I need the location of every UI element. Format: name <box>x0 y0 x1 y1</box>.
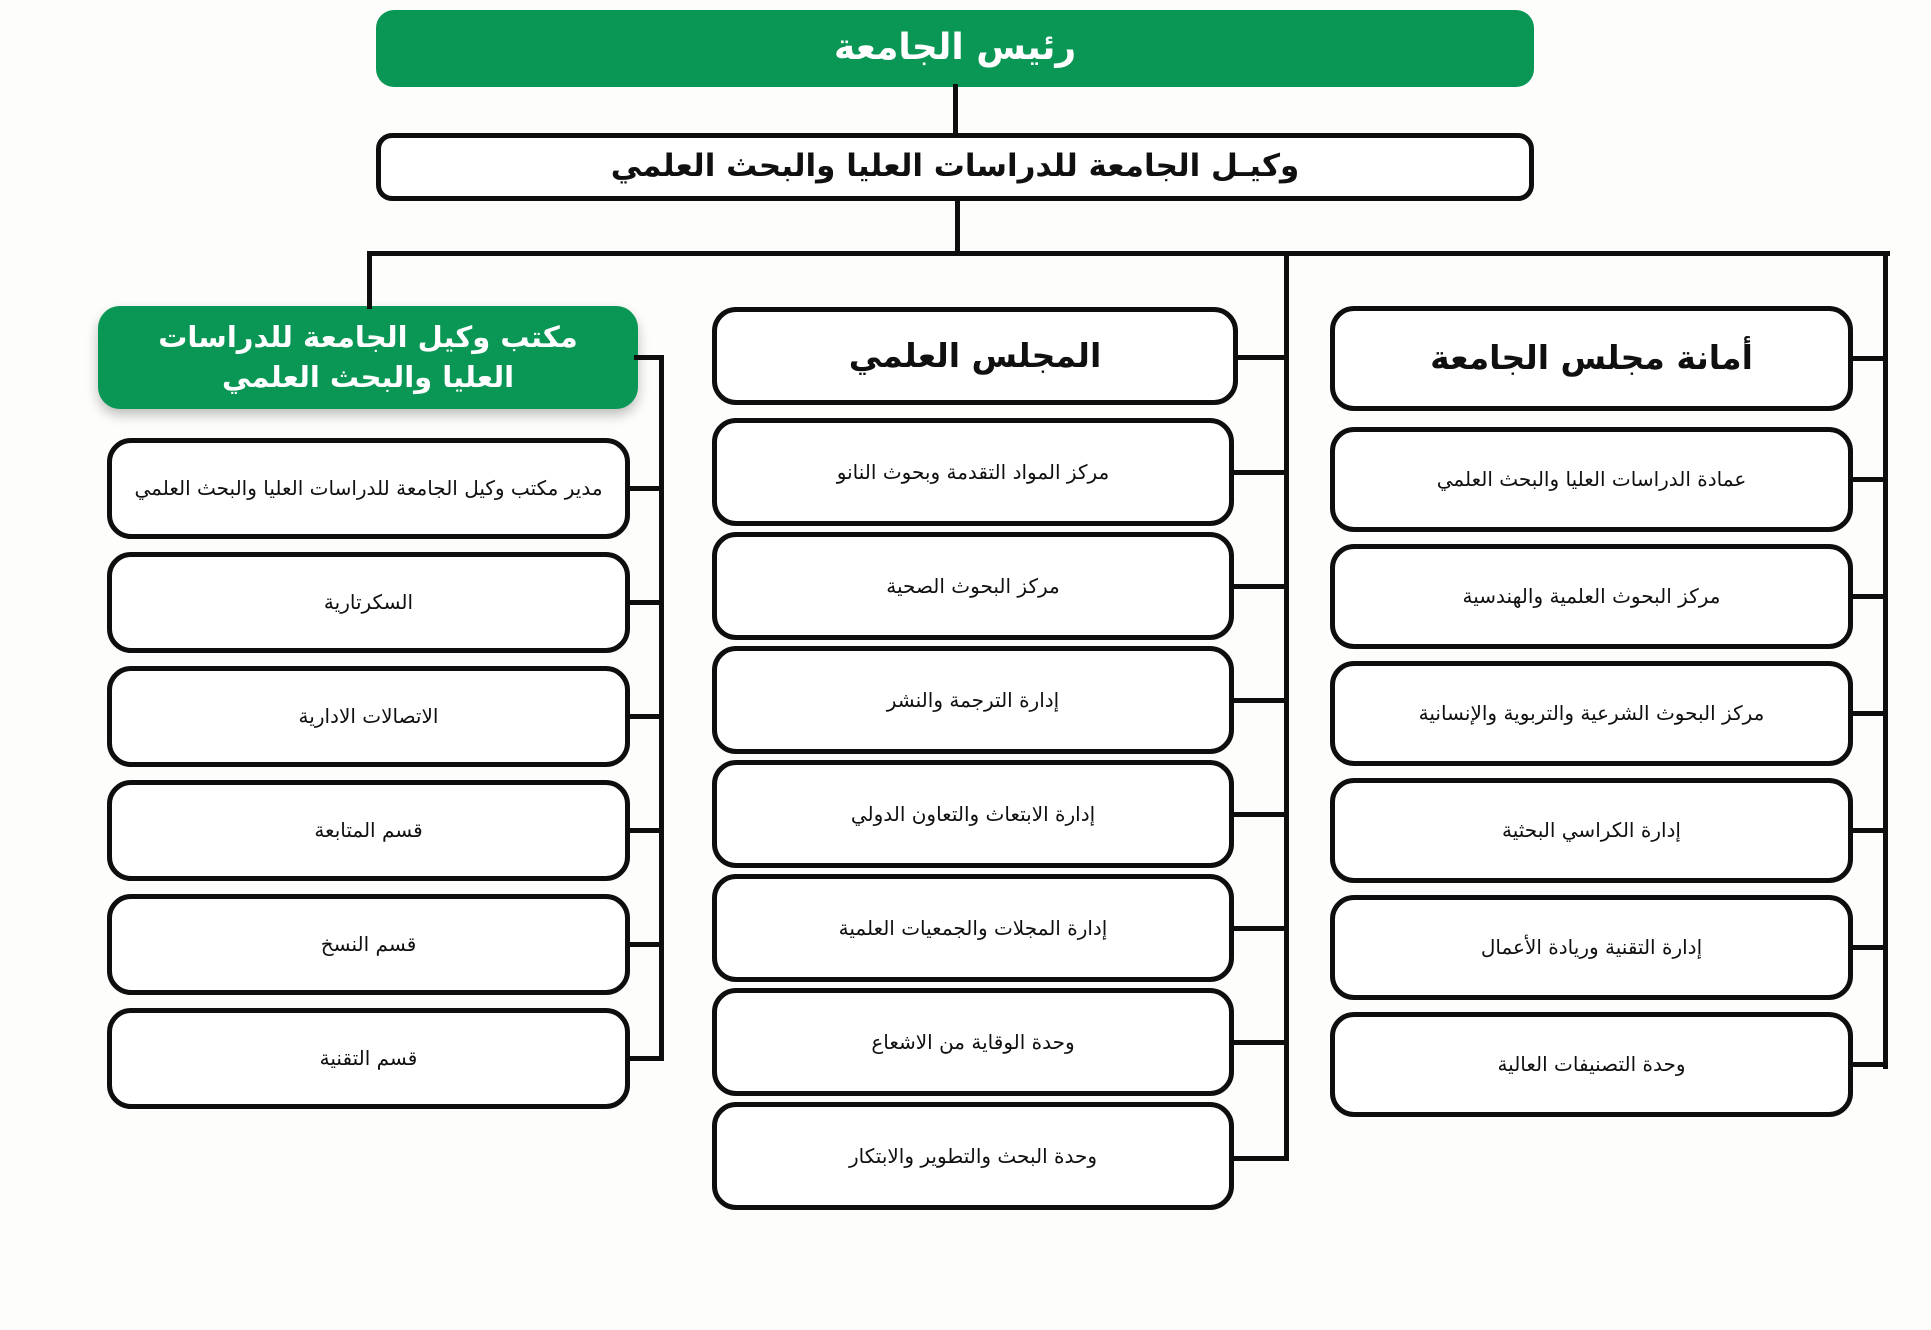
connector-secretariat-header-stub <box>1849 356 1887 361</box>
connector-secretariat-stub <box>1849 477 1887 482</box>
connector-council-stub <box>1230 1040 1288 1045</box>
connector-office-stub <box>626 600 664 605</box>
connector-office-stub <box>626 828 664 833</box>
connector-secretariat-stub <box>1849 828 1887 833</box>
connector-council-stub <box>1230 812 1288 817</box>
node-council-child: مركز البحوث الصحية <box>712 532 1234 640</box>
node-secretariat-child: عمادة الدراسات العليا والبحث العلمي <box>1330 427 1853 532</box>
node-office-child: الاتصالات الادارية <box>107 666 630 767</box>
connector-trunk <box>367 251 1890 256</box>
connector-secretariat-stub <box>1849 1062 1887 1067</box>
connector-secretariat-stub <box>1849 594 1887 599</box>
connector-office-drop <box>367 251 372 309</box>
node-council-child: مركز المواد التقدمة وبحوث النانو <box>712 418 1234 526</box>
connector-office-stub <box>626 486 664 491</box>
node-office-child: قسم المتابعة <box>107 780 630 881</box>
node-secretariat-child: مركز البحوث الشرعية والتربوية والإنسانية <box>1330 661 1853 766</box>
connector-council-header-stub <box>1234 355 1288 360</box>
node-office-child: قسم التقنية <box>107 1008 630 1109</box>
node-secretariat-child: إدارة التقنية وريادة الأعمال <box>1330 895 1853 1000</box>
connector-office-spine <box>659 355 664 1061</box>
connector-office-stub <box>626 942 664 947</box>
node-council-child: إدارة الابتعاث والتعاون الدولي <box>712 760 1234 868</box>
node-office-child: السكرتارية <box>107 552 630 653</box>
connector-council-stub <box>1230 926 1288 931</box>
node-university-president: رئيس الجامعة <box>376 10 1534 87</box>
node-council-child: وحدة البحث والتطوير والابتكار <box>712 1102 1234 1210</box>
node-office-header: مكتب وكيل الجامعة للدراسات العليا والبحث العلمي <box>98 306 638 409</box>
connector-secretariat-stub <box>1849 945 1887 950</box>
node-secretariat-child: وحدة التصنيفات العالية <box>1330 1012 1853 1117</box>
node-vice-president: وكيـل الجامعة للدراسات العليا والبحث العلمي <box>376 133 1534 201</box>
connector-council-stub <box>1230 698 1288 703</box>
node-office-child: مدير مكتب وكيل الجامعة للدراسات العليا والبحث العلمي <box>107 438 630 539</box>
connector-secretariat-stub <box>1849 711 1887 716</box>
node-council-child: إدارة الترجمة والنشر <box>712 646 1234 754</box>
node-office-child: قسم النسخ <box>107 894 630 995</box>
connector-council-stub <box>1230 470 1288 475</box>
node-council-secretariat-header: أمانة مجلس الجامعة <box>1330 306 1853 411</box>
node-secretariat-child: مركز البحوث العلمية والهندسية <box>1330 544 1853 649</box>
node-scientific-council-header: المجلس العلمي <box>712 307 1238 405</box>
connector-vice-drop <box>955 199 960 256</box>
connector-council-stub <box>1230 584 1288 589</box>
connector-council-stub <box>1230 1156 1288 1161</box>
node-secretariat-child: إدارة الكراسي البحثية <box>1330 778 1853 883</box>
node-council-child: وحدة الوقاية من الاشعاع <box>712 988 1234 1096</box>
node-council-child: إدارة المجلات والجمعيات العلمية <box>712 874 1234 982</box>
connector-council-spine <box>1284 253 1289 1161</box>
connector-office-stub <box>626 1056 664 1061</box>
connector-office-stub <box>626 714 664 719</box>
connector-president-drop <box>953 84 958 134</box>
